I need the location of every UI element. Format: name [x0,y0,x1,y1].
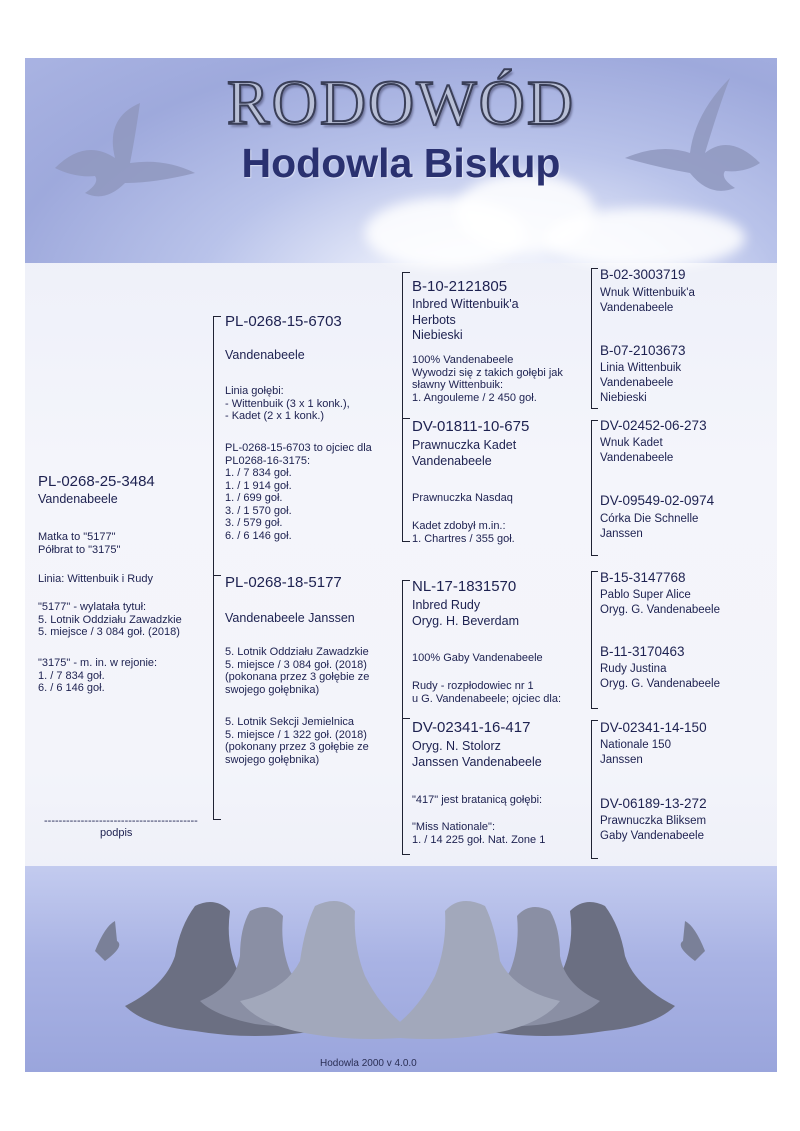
ggp-name: Pablo Super Alice Oryg. G. Vandenabeele [600,589,720,616]
connector-line [402,541,410,542]
subject-notes: Matka to "5177" Półbrat to "3175" [38,531,121,556]
connector-line [591,708,598,709]
gp-ff-ring: B-10-2121805 [412,278,508,295]
mother-results: 5. Lotnik Oddziału Zawadzkie 5. miejsce / 3 084 goł. (2018) (pokonana przez 3 gołębie ze swojego gołębnika) [225,646,370,696]
ggp-ring: DV-02452-06-273 [600,418,707,433]
cloud-decoration [545,208,745,268]
connector-line [591,571,598,572]
signature-label: podpis [100,827,133,839]
connector-line [213,316,214,820]
ggp-name: Rudy Justina Oryg. G. Vandenabeele [600,663,720,690]
gp-mf-ring: NL-17-1831570 [412,578,517,595]
gp-mf-details: 100% Gaby Vandenabeele [412,652,543,664]
ggp-ring: B-07-2103673 [600,343,686,358]
ggp-ring: DV-09549-02-0974 [600,493,715,508]
gp-mm-name: Oryg. N. Stolorz Janssen Vandenabeele [412,739,542,769]
connector-line [591,720,592,859]
connector-line [591,268,598,269]
connector-line [402,272,403,542]
ggp-name: Córka Die Schnelle Janssen [600,513,699,540]
father-ring: PL-0268-15-6703 [225,313,342,330]
ggp-ring: B-15-3147768 [600,570,686,585]
subject-line: Linia: Wittenbuik i Rudy [38,573,153,585]
gp-mm-details-2: "Miss Nationale": 1. / 14 225 goł. Nat. Zone 1 [412,821,546,846]
ggp-ring: B-11-3170463 [600,644,685,659]
connector-line [402,418,410,419]
connector-line [213,316,221,317]
ggp-name: Wnuk Wittenbuik'a Vandenabeele [600,287,695,314]
version-footnote: Hodowla 2000 v 4.0.0 [320,1058,417,1069]
ggp-name: Wnuk Kadet Vandenabeele [600,437,674,464]
gp-mf-details-2: Rudy - rozpłodowiec nr 1 u G. Vandenabeele; ojciec dla: [412,680,562,705]
connector-line [591,720,598,721]
gp-fm-details-2: Kadet zdobył m.in.: 1. Chartres / 355 goł. [412,520,515,545]
connector-line [591,268,592,408]
mother-results-2: 5. Lotnik Sekcji Jemielnica 5. miejsce / 1 322 goł. (2018) (pokonany przez 3 gołębie ze swojego gołębnika) [225,716,369,766]
gp-ff-name: Inbred Wittenbuik'a Herbots Niebieski [412,297,519,342]
gp-fm-name: Prawnuczka Kadet Vandenabeele [412,438,517,468]
gp-ff-details: 100% Vandenabeele Wywodzi się z takich gołębi jak sławny Wittenbuik: 1. Angouleme / 2 450 goł. [412,354,563,404]
connector-line [591,555,598,556]
breeder-name: Hodowla Biskup [241,140,561,186]
ggp-ring: DV-06189-13-272 [600,796,707,811]
pigeons-illustration [25,866,777,1072]
connector-line [591,858,598,859]
ggp-name: Prawnuczka Bliksem Gaby Vandenabeele [600,815,707,842]
signature-line: ------------------------------------------ [44,815,198,827]
ggp-name: Linia Wittenbuik Vandenabeele Niebieski [600,362,682,404]
gp-mm-ring: DV-02341-16-417 [412,719,531,736]
gp-mf-name: Inbred Rudy Oryg. H. Beverdam [412,598,519,628]
ggp-name: Nationale 150 Janssen [600,739,671,766]
pigeon-group-right-icon [380,901,705,1039]
subject-breed: Vandenabeele [38,492,118,506]
father-results: PL-0268-15-6703 to ojciec dla PL0268-16-3175: 1. / 7 834 goł. 1. / 1 914 goł. 1. / 699 goł. 3. / 1 570 goł. 3. / 579 goł. 6. / 6 146 goł. [225,442,372,542]
connector-line [402,718,410,719]
gp-fm-details: Prawnuczka Nasdaq [412,492,513,504]
mother-breed: Vandenabeele Janssen [225,611,355,625]
connector-line [591,571,592,709]
connector-line [591,408,598,409]
connector-line [402,272,410,273]
connector-line [402,854,410,855]
connector-line [591,420,592,556]
connector-line [402,580,410,581]
connector-line [213,819,221,820]
connector-line [213,575,221,576]
father-line: Linia gołębi: - Wittenbuik (3 x 1 konk.), - Kadet (2 x 1 konk.) [225,385,350,422]
subject-achievements: "5177" - wylatała tytuł: 5. Lotnik Oddziału Zawadzkie 5. miejsce / 3 084 goł. (2018) [38,601,182,638]
subject-ring: PL-0268-25-3484 [38,473,155,490]
header-banner [25,58,777,263]
mother-ring: PL-0268-18-5177 [225,574,342,591]
pigeon-group-left-icon [95,901,420,1039]
footer-banner [25,866,777,1072]
ggp-ring: DV-02341-14-150 [600,720,707,735]
gp-mm-details: "417" jest bratanicą gołębi: [412,794,543,806]
gp-fm-ring: DV-01811-10-675 [412,418,530,435]
father-breed: Vandenabeele [225,348,305,362]
page-title: RODOWÓD [226,67,576,138]
ggp-ring: B-02-3003719 [600,267,686,282]
subject-achievements-2: "3175" - m. in. w rejonie: 1. / 7 834 goł. 6. / 6 146 goł. [38,657,158,694]
pedigree-sheet [25,58,777,1072]
connector-line [591,420,598,421]
